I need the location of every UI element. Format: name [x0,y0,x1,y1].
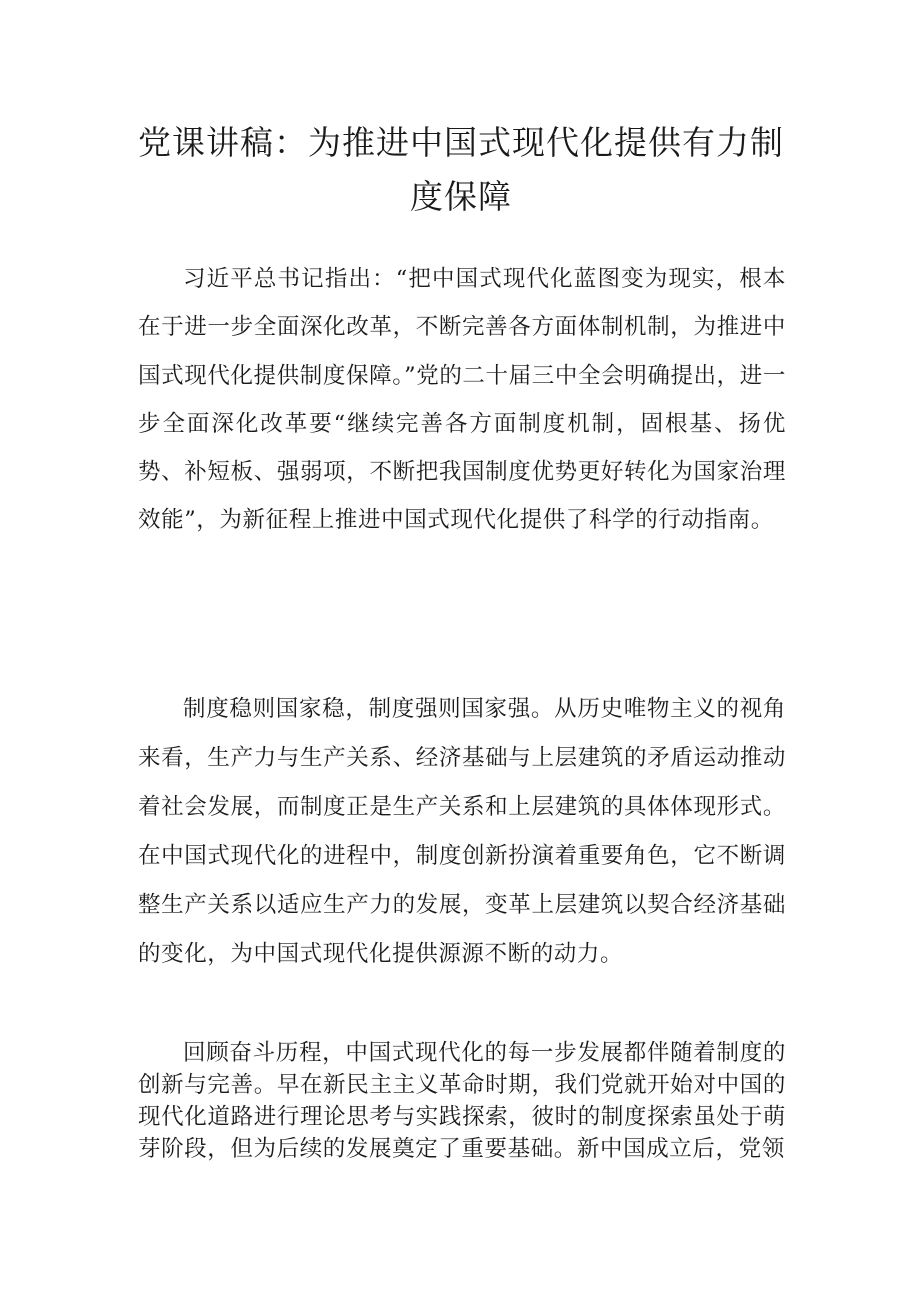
document-title: 党课讲稿：为推进中国式现代化提供有力制度保障 [138,123,784,216]
paragraph-1: 习近平总书记指出：“把中国式现代化蓝图变为现实，根本在于进一步全面深化改革，不断完善各方面体制机制，为推进中国式现代化提供制度保障。”党的二十届三中全会明确提出，进一步全面深化改革要“继续完善各方面制度机制，固根基、扬优势、补短板、强弱项，不断把我国制度优势更好转化为国家治理效能”，为新征程上推进中国式现代化提供了科学的行动指南。 [138,266,786,534]
paragraph-3: 回顾奋斗历程，中国式现代化的每一步发展都伴随着制度的创新与完善。早在新民主主义革命时期，我们党就开始对中国的现代化道路进行理论思考与实践探索，彼时的制度探索虽处于萌芽阶段，但为后续的发展奠定了重要基础。新中国成立后，党领 [138,1040,786,1162]
paragraph-2: 制度稳则国家稳，制度强则国家强。从历史唯物主义的视角来看，生产力与生产关系、经济基础与上层建筑的矛盾运动推动着社会发展，而制度正是生产关系和上层建筑的具体体现形式。在中国式现代化的进程中，制度创新扮演着重要角色，它不断调整生产关系以适应生产力的发展，变革上层建筑以契合经济基础的变化，为中国式现代化提供源源不断的动力。 [138,696,786,967]
